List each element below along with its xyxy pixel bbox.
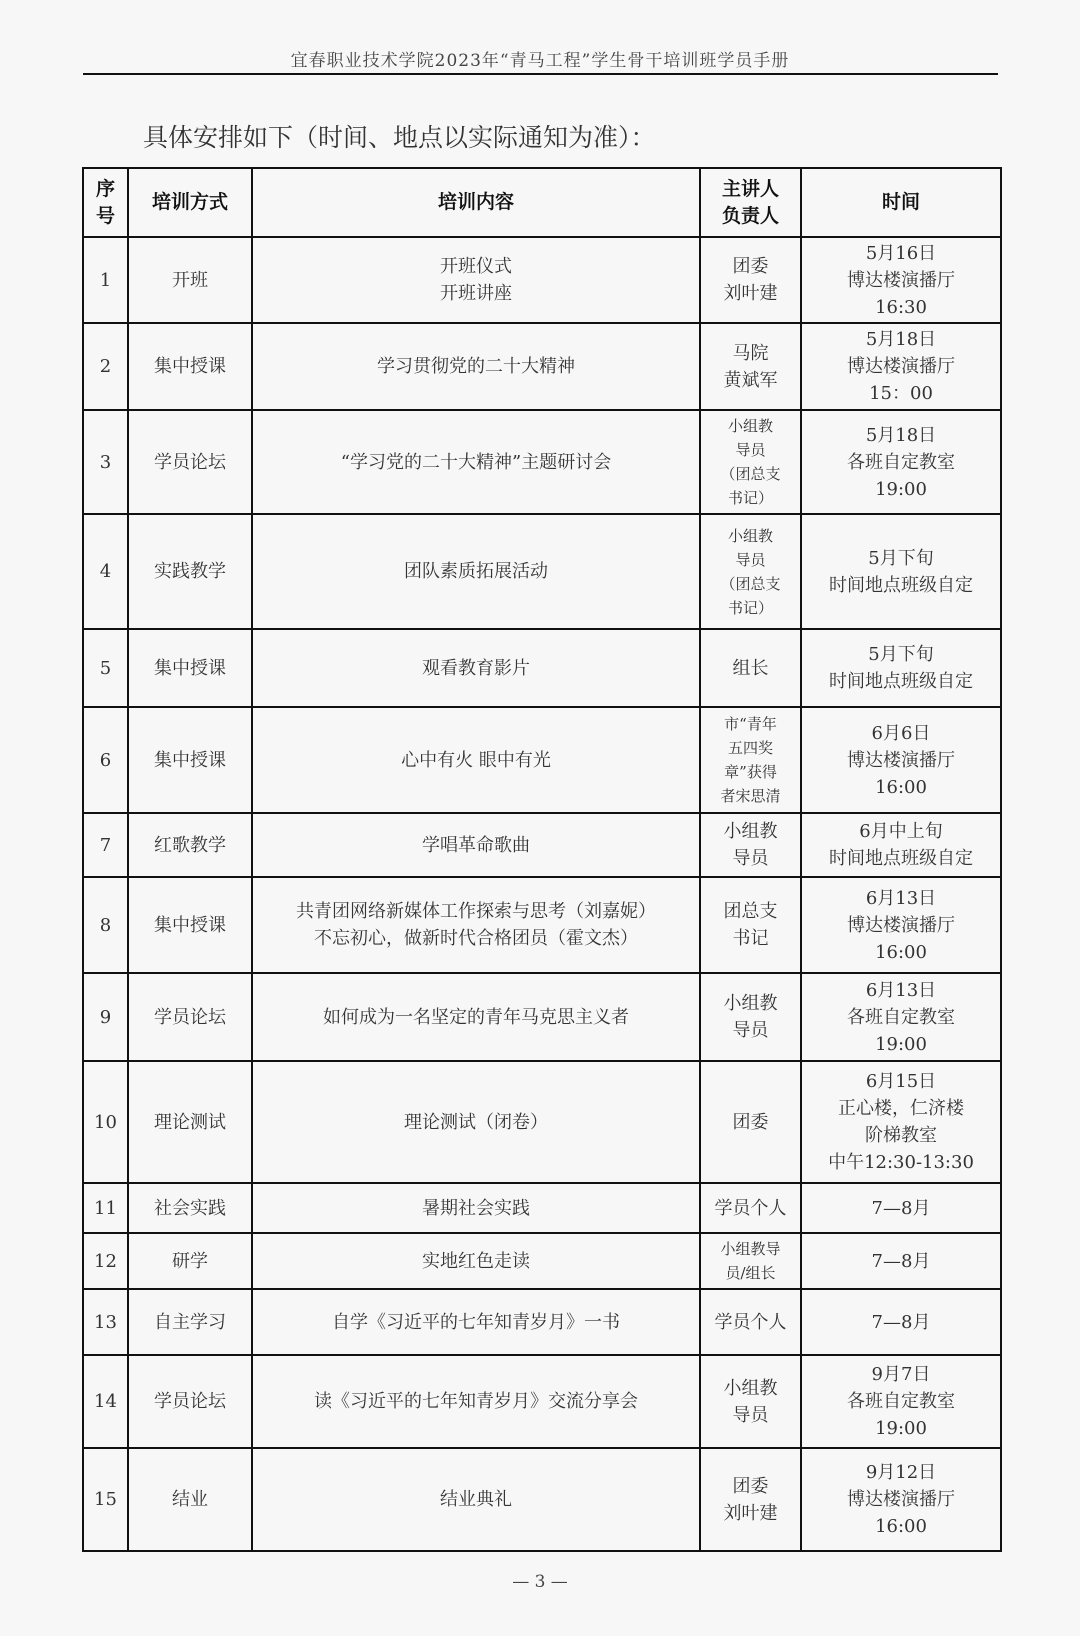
cell-time: 9月12日 博达楼演播厅 16:00	[801, 1448, 1001, 1551]
cell-no: 7	[83, 813, 128, 877]
cell-speaker: 小组教 导员	[700, 973, 801, 1061]
cell-no: 8	[83, 877, 128, 973]
cell-no: 5	[83, 629, 128, 707]
cell-time: 6月13日 博达楼演播厅 16:00	[801, 877, 1001, 973]
cell-no: 13	[83, 1289, 128, 1355]
cell-speaker: 学员个人	[700, 1183, 801, 1233]
running-header: 宜春职业技术学院2023年“青马工程”学生骨干培训班学员手册	[290, 51, 790, 71]
cell-no: 12	[83, 1233, 128, 1289]
cell-time: 7—8月	[801, 1289, 1001, 1355]
table-row	[83, 973, 1001, 1061]
cell-mode: 实践教学	[128, 514, 252, 629]
table-row	[83, 237, 1001, 323]
cell-time: 6月6日 博达楼演播厅 16:00	[801, 707, 1001, 813]
cell-content: “学习党的二十大精神”主题研讨会	[252, 410, 700, 514]
cell-speaker: 团委	[700, 1061, 801, 1183]
cell-mode: 理论测试	[128, 1061, 252, 1183]
cell-mode: 红歌教学	[128, 813, 252, 877]
cell-content: 结业典礼	[252, 1448, 700, 1551]
cell-time: 7—8月	[801, 1183, 1001, 1233]
cell-mode: 集中授课	[128, 323, 252, 410]
cell-speaker: 小组教 导员 （团总支 书记）	[700, 410, 801, 514]
cell-no: 6	[83, 707, 128, 813]
table-row	[83, 877, 1001, 973]
cell-content: 心中有火 眼中有光	[252, 707, 700, 813]
cell-time: 6月中上旬 时间地点班级自定	[801, 813, 1001, 877]
table-row	[83, 813, 1001, 877]
cell-mode: 开班	[128, 237, 252, 323]
table-row	[83, 1355, 1001, 1448]
cell-speaker: 小组教 导员 （团总支 书记）	[700, 514, 801, 629]
cell-mode: 集中授课	[128, 877, 252, 973]
cell-mode: 结业	[128, 1448, 252, 1551]
cell-content: 理论测试（闭卷）	[252, 1061, 700, 1183]
cell-mode: 学员论坛	[128, 410, 252, 514]
cell-time: 6月15日 正心楼，仁济楼 阶梯教室 中午12:30-13:30	[801, 1061, 1001, 1183]
cell-mode: 集中授课	[128, 707, 252, 813]
cell-time: 5月18日 各班自定教室 19:00	[801, 410, 1001, 514]
cell-content: 共青团网络新媒体工作探索与思考（刘嘉妮） 不忘初心，做新时代合格团员（霍文杰）	[252, 877, 700, 973]
cell-no: 4	[83, 514, 128, 629]
table-row	[83, 707, 1001, 813]
cell-speaker: 团委 刘叶建	[700, 237, 801, 323]
cell-no: 11	[83, 1183, 128, 1233]
cell-mode: 自主学习	[128, 1289, 252, 1355]
cell-content: 读《习近平的七年知青岁月》交流分享会	[252, 1355, 700, 1448]
header-content: 培训内容	[252, 168, 700, 237]
cell-speaker: 市“青年 五四奖 章”获得 者宋思清	[700, 707, 801, 813]
table-row	[83, 410, 1001, 514]
cell-content: 团队素质拓展活动	[252, 514, 700, 629]
cell-content: 观看教育影片	[252, 629, 700, 707]
cell-speaker: 团总支 书记	[700, 877, 801, 973]
header-mode: 培训方式	[128, 168, 252, 237]
cell-mode: 学员论坛	[128, 1355, 252, 1448]
cell-content: 学习贯彻党的二十大精神	[252, 323, 700, 410]
cell-no: 14	[83, 1355, 128, 1448]
cell-mode: 集中授课	[128, 629, 252, 707]
cell-mode: 研学	[128, 1233, 252, 1289]
cell-speaker: 小组教 导员	[700, 813, 801, 877]
cell-content: 如何成为一名坚定的青年马克思主义者	[252, 973, 700, 1061]
table-row	[83, 323, 1001, 410]
cell-content: 实地红色走读	[252, 1233, 700, 1289]
cell-content: 学唱革命歌曲	[252, 813, 700, 877]
table-row	[83, 514, 1001, 629]
cell-no: 9	[83, 973, 128, 1061]
table-row	[83, 1061, 1001, 1183]
cell-no: 1	[83, 237, 128, 323]
page-number: — 3 —	[512, 1572, 568, 1592]
cell-speaker: 小组教导 员/组长	[700, 1233, 801, 1289]
table-row	[83, 629, 1001, 707]
table-row	[83, 1183, 1001, 1233]
header-time: 时间	[801, 168, 1001, 237]
header-no: 序 号	[83, 168, 128, 237]
header-speaker: 主讲人 负责人	[700, 168, 801, 237]
cell-time: 9月7日 各班自定教室 19:00	[801, 1355, 1001, 1448]
cell-no: 15	[83, 1448, 128, 1551]
cell-no: 2	[83, 323, 128, 410]
header-rule	[83, 73, 998, 75]
intro-text: 具体安排如下（时间、地点以实际通知为准）：	[143, 123, 656, 152]
cell-time: 5月下旬 时间地点班级自定	[801, 514, 1001, 629]
cell-speaker: 马院 黄斌军	[700, 323, 801, 410]
cell-speaker: 团委 刘叶建	[700, 1448, 801, 1551]
cell-content: 自学《习近平的七年知青岁月》一书	[252, 1289, 700, 1355]
cell-time: 5月18日 博达楼演播厅 15：00	[801, 323, 1001, 410]
cell-no: 3	[83, 410, 128, 514]
cell-mode: 学员论坛	[128, 973, 252, 1061]
schedule-table	[82, 167, 1002, 1552]
table-row	[83, 1233, 1001, 1289]
cell-time: 5月下旬 时间地点班级自定	[801, 629, 1001, 707]
cell-content: 暑期社会实践	[252, 1183, 700, 1233]
table-header-row	[83, 168, 1001, 237]
cell-time: 5月16日 博达楼演播厅 16:30	[801, 237, 1001, 323]
cell-speaker: 组长	[700, 629, 801, 707]
cell-content: 开班仪式 开班讲座	[252, 237, 700, 323]
cell-mode: 社会实践	[128, 1183, 252, 1233]
cell-speaker: 小组教 导员	[700, 1355, 801, 1448]
cell-time: 6月13日 各班自定教室 19:00	[801, 973, 1001, 1061]
cell-time: 7—8月	[801, 1233, 1001, 1289]
table-row	[83, 1448, 1001, 1551]
table-row	[83, 1289, 1001, 1355]
cell-no: 10	[83, 1061, 128, 1183]
cell-speaker: 学员个人	[700, 1289, 801, 1355]
